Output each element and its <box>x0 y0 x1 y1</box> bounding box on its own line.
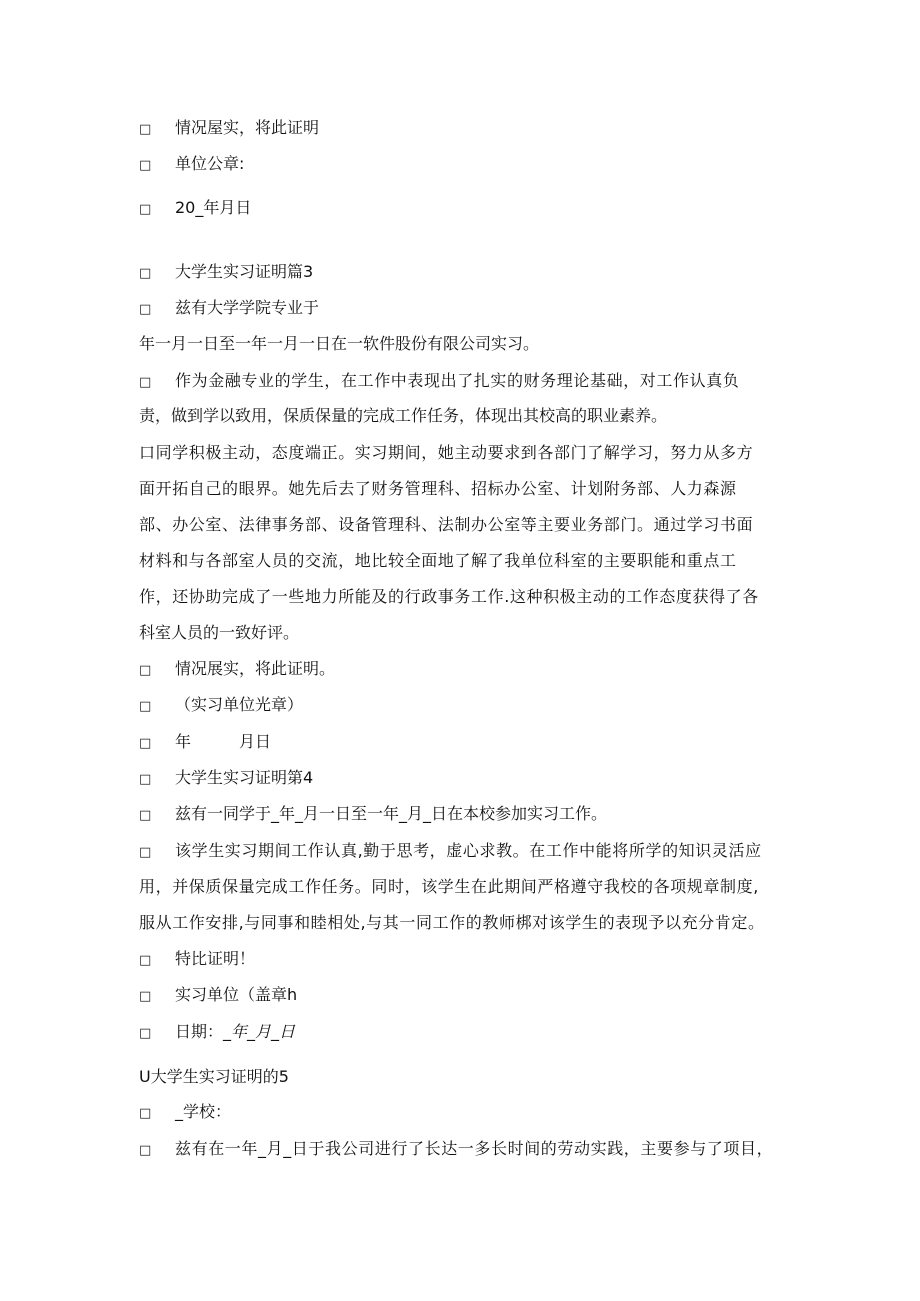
text-line: 特比证明！ <box>175 949 256 968</box>
list-item <box>139 370 739 394</box>
list-item <box>139 117 319 141</box>
bullet-icon: □ <box>139 772 152 787</box>
bullet-icon: □ <box>139 158 152 173</box>
text-line: 作为金融专业的学生，在工作中表现出了扎实的财务理论基础，对工作认真负 <box>175 371 740 390</box>
text-line: 科室人员的一致好评。 <box>139 623 300 642</box>
text-line: 用，并保质保量完成工作任务。同时，该学生在此期间严格遵守我校的各项规章制度, <box>139 877 759 896</box>
bullet-icon: □ <box>139 266 152 281</box>
list-item <box>139 694 303 718</box>
text-line: 部、办公室、法律事务部、设备管理科、法制办公室等主要业务部门。通过学习书面 <box>139 515 754 534</box>
date-label: 日期： <box>175 1022 224 1041</box>
date-month-day: 月日 <box>239 732 272 751</box>
bullet-icon: □ <box>139 663 152 678</box>
text-line: 单位公章: <box>175 154 245 173</box>
list-item <box>139 840 762 864</box>
bullet-icon: □ <box>139 122 152 137</box>
text-line: 口同学积极主动，态度端正。实习期间，她主动要求到各部门了解学习，努力从多方 <box>139 443 754 462</box>
bullet-icon: □ <box>139 1026 152 1041</box>
text-line: 兹有大学学院专业于 <box>175 298 320 317</box>
text-line: 作，还协助完成了一些地力所能及的行政事务工作.这种积极主动的工作态度获得了各 <box>139 587 759 606</box>
list-item <box>139 803 607 827</box>
bullet-icon: □ <box>139 989 152 1004</box>
text-line: 面开拓自己的眼界。她先后去了财务管理科、招标办公室、计划附务部、人力森源 <box>139 479 737 498</box>
text-line: 兹有一同学于_年_月一日至一年_月_日在本校参加实习工作。 <box>175 804 608 823</box>
bullet-icon: □ <box>139 845 152 860</box>
text-line: 情况展实，将此证明。 <box>175 659 336 678</box>
bullet-icon: □ <box>139 736 152 751</box>
date-year: 年 <box>175 732 192 751</box>
text-line: 兹有在一年_月_日于我公司进行了长达一多长时间的劳动实践，主要参与了项目， <box>175 1139 774 1158</box>
list-item <box>139 731 271 755</box>
list-item <box>139 948 255 972</box>
date-line: 20_年月日 <box>175 198 252 217</box>
bullet-icon: □ <box>139 808 152 823</box>
text-line: 责，做到学以致用，保质保量的完成工作任务，体现出其校高的职业素养。 <box>139 406 668 425</box>
list-item <box>139 153 244 177</box>
bullet-icon: □ <box>139 375 152 390</box>
list-item <box>139 261 313 285</box>
text-line: _学校： <box>175 1102 232 1121</box>
text-line: （实习单位光章） <box>175 695 304 714</box>
text-line: 服从工作安排,与同事和睦相处,与其一同工作的教师梆对该学生的表现予以充分肯定。 <box>139 913 765 932</box>
section-heading: 大学生实习证明第4 <box>175 768 314 787</box>
list-item <box>139 1021 295 1045</box>
list-item <box>139 658 335 682</box>
text-line: 情况屋实，将此证明 <box>175 118 320 137</box>
section-heading: 大学生实习证明篇3 <box>175 262 314 281</box>
text-line: 实习单位（盖章h <box>175 985 298 1004</box>
list-item <box>139 297 319 321</box>
date-value: _年_月_日 <box>223 1022 296 1041</box>
bullet-icon: □ <box>139 1106 152 1121</box>
section-heading: U大学生实习证明的5 <box>139 1067 289 1086</box>
text-line: 该学生实习期间工作认真,勤于思考，虚心求教。在工作中能将所学的知识灵活应 <box>175 841 762 860</box>
list-item <box>139 1138 773 1162</box>
bullet-icon: □ <box>139 302 152 317</box>
bullet-icon: □ <box>139 1143 152 1158</box>
text-line: 材料和与各部室人员的交流，地比较全面地了解了我单位科室的主要职能和重点工 <box>139 551 737 570</box>
list-item <box>139 1101 231 1125</box>
list-item <box>139 984 297 1008</box>
bullet-icon: □ <box>139 953 152 968</box>
list-item <box>139 197 251 221</box>
bullet-icon: □ <box>139 202 152 217</box>
text-line: 年一月一日至一年一月一日在一软件股份有限公司实习。 <box>139 334 540 353</box>
bullet-icon: □ <box>139 699 152 714</box>
list-item <box>139 767 313 791</box>
